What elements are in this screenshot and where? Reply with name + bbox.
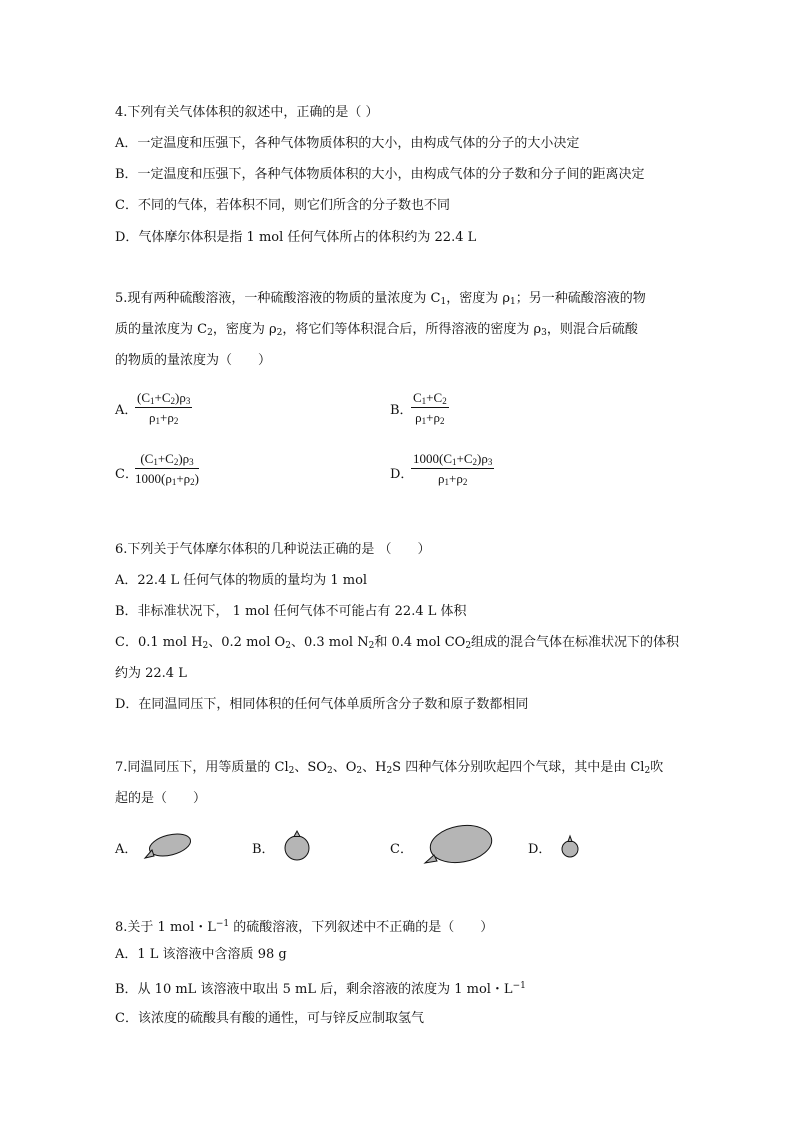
- q6-option-c-line1: C．0.1 mol $H_2$、0.2 mol $O_2$、0.3 mol $N_2$和 0.4 mol $CO_2$组成的混合气体在标准状况下的体积: [115, 635, 680, 651]
- q4-option-c: C．不同的气体，若体积不同，则它们所含的分子数也不同: [115, 198, 450, 213]
- q5-stem-line3: 的物质的量浓度为（ ）: [115, 353, 272, 368]
- q6-option-d: D．在同温同压下，相同体积的任何气体单质所含分子数和原子数都相同: [115, 697, 529, 712]
- q7-balloon-b-icon: [281, 828, 315, 864]
- q7-balloon-a-icon: [140, 828, 196, 866]
- q5-stem-line2: 质的量浓度为 $C_2$，密度为 $\rho_2$，将它们等体积混合后，所得溶液的密度为 $\rho_3$，则混合后硫酸: [115, 322, 638, 338]
- q6-stem: 6.下列关于气体摩尔体积的几种说法正确的是 （ ）: [115, 542, 431, 557]
- q5-option-a-formula: $\frac{(C_1+C_2)\rho_3}{\rho_1+\rho_2}$: [137, 390, 191, 426]
- q8-option-a: A．1 L 该溶液中含溶质 98 g: [115, 947, 287, 962]
- q5-option-d-label: D．: [390, 467, 414, 482]
- q8-option-b: B．从 10 mL 该溶液中取出 5 mL 后，剩余溶液的浓度为 1 mol・$L^{-1}$: [115, 981, 526, 997]
- q8-option-c: C．该浓度的硫酸具有酸的通性，可与锌反应制取氢气: [115, 1011, 424, 1026]
- q7-option-c-label: C．: [390, 842, 413, 857]
- q7-option-a-label: A．: [115, 842, 138, 857]
- q5-option-c-label: C．: [115, 467, 138, 482]
- q7-option-d-label: D．: [528, 842, 552, 857]
- q4-option-b: B．一定温度和压强下，各种气体物质体积的大小，由构成气体的分子数和分子间的距离决定: [115, 167, 645, 182]
- q7-balloon-d-icon: [558, 832, 584, 862]
- q5-option-b-label: B．: [390, 403, 413, 418]
- q5-option-b-formula: $\frac{C_1+C_2}{\rho_1+\rho_2}$: [413, 390, 447, 426]
- q5-option-d-formula: $\frac{1000(C_1+C_2)\rho_3}{\rho_1+\rho_2}$: [413, 451, 493, 487]
- q5-option-a-label: A．: [115, 403, 138, 418]
- q7-stem-line2: 起的是（ ）: [115, 791, 207, 806]
- q8-stem: 8.关于 1 mol・$L^{-1}$ 的硫酸溶液，下列叙述中不正确的是（ ）: [115, 919, 494, 935]
- q4-stem: 4.下列有关气体体积的叙述中，正确的是（ ）: [115, 105, 379, 120]
- q7-balloon-c-icon: [420, 822, 498, 870]
- q5-option-c-formula: $\frac{(C_1+C_2)\rho_3}{1000(\rho_1+\rho_2)}$: [135, 451, 199, 487]
- q6-option-a: A．22.4 L 任何气体的物质的量均为 1 mol: [115, 573, 368, 588]
- q6-option-b: B．非标准状况下， 1 mol 任何气体不可能占有 22.4 L 体积: [115, 604, 467, 619]
- q4-option-a: A．一定温度和压强下，各种气体物质体积的大小，由构成气体的分子的大小决定: [115, 136, 580, 151]
- q6-option-c-line2: 约为 22.4 L: [115, 666, 187, 681]
- q4-option-d: D．气体摩尔体积是指 1 mol 任何气体所占的体积约为 22.4 L: [115, 230, 477, 245]
- q5-stem-line1: 5.现有两种硫酸溶液，一种硫酸溶液的物质的量浓度为 $C_1$，密度为 $\rho_1$；另一种硫酸溶液的物: [115, 291, 646, 307]
- q7-option-b-label: B．: [252, 842, 275, 857]
- q7-stem-line1: 7.同温同压下，用等质量的 $Cl_2$、$SO_2$、$O_2$、$H_2S$ 四种气体分别吹起四个气球，其中是由 $Cl_2$吹: [115, 760, 664, 776]
